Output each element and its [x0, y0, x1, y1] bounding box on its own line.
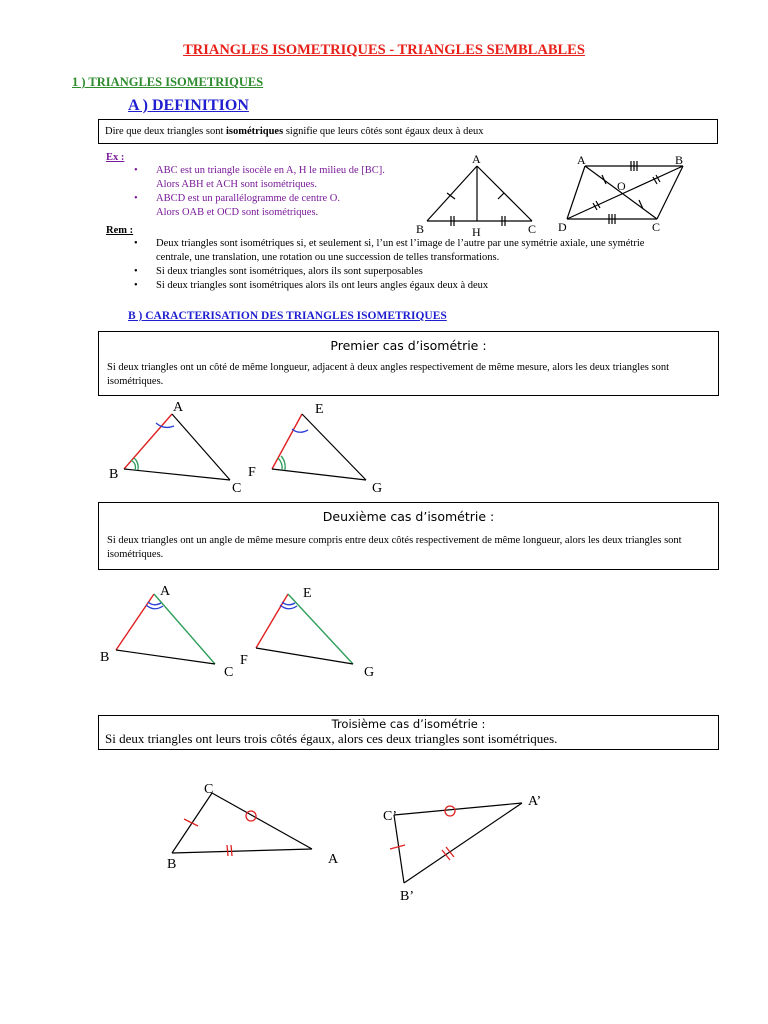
label-B: B — [100, 650, 110, 665]
case-1-box — [98, 331, 719, 396]
subheading-characterisation: B ) CARACTERISATION DES TRIANGLES ISOMETRIQUES — [128, 310, 447, 322]
label-O: O — [617, 179, 626, 193]
remark-label: Rem : — [106, 225, 134, 236]
label-C: C — [204, 782, 214, 797]
subheading-definition: A ) DEFINITION — [128, 97, 249, 114]
label-C: C — [652, 220, 661, 234]
example-list — [130, 164, 420, 220]
remark-list — [130, 237, 730, 293]
case-3-text: Si deux triangles ont leurs trois côtés égaux, alors ces deux triangles sont isométriques. — [105, 731, 558, 746]
label-D: D — [558, 220, 567, 234]
case-3-figure — [150, 775, 570, 905]
label-G: G — [372, 481, 383, 496]
label-C: C — [528, 222, 537, 236]
list-item: • Deux triangles sont isométriques si, et seulement si, l’un est l’image de l’autre par une symétrie axiale, une symétrie centrale, une translation, une rotation ou une succession de telles transformations. — [134, 238, 645, 263]
example-label: Ex : — [106, 152, 125, 163]
parallelogram-figure — [555, 152, 700, 238]
label-C: C — [224, 665, 234, 680]
label-B: B — [416, 222, 425, 236]
case-2-figure — [94, 582, 394, 682]
label-E: E — [303, 586, 312, 601]
label-A: A — [328, 852, 339, 867]
label-B: B — [167, 857, 177, 872]
definition-box — [98, 119, 718, 144]
label-A: A — [173, 400, 184, 415]
label-B: B — [675, 153, 684, 167]
page-title: TRIANGLES ISOMETRIQUES - TRIANGLES SEMBLABLES — [183, 42, 585, 58]
list-item: • ABCD est un parallélogramme de centre O. Alors OAB et OCD sont isométriques. — [134, 193, 340, 218]
case-1-title: Premier cas d’isométrie : — [330, 338, 487, 353]
case-1-text: Si deux triangles ont un côté de même longueur, adjacent à deux angles respectivement de même mesure, alors les deux triangles sont isométriques. — [107, 362, 670, 387]
label-C: C — [232, 481, 242, 496]
label-F: F — [248, 465, 256, 480]
case-3-box — [98, 715, 719, 750]
label-G: G — [364, 665, 375, 680]
list-item: • ABC est un triangle isocèle en A, H le milieu de [BC]. Alors ABH et ACH sont isométriques. — [134, 165, 385, 190]
label-A: A — [472, 152, 481, 166]
definition-text-end: signifie que leurs côtés sont égaux deux à deux — [283, 126, 484, 137]
label-A: A — [577, 153, 586, 167]
label-A: A — [160, 584, 171, 599]
definition-keyword: isométriques — [226, 126, 284, 137]
case-3-title: Troisième cas d’isométrie : — [331, 717, 486, 731]
label-H: H — [472, 225, 481, 238]
label-B-prime: B’ — [400, 889, 414, 904]
isosceles-triangle-figure — [410, 150, 550, 238]
definition-text-start: Dire que deux triangles sont — [105, 126, 227, 137]
label-E: E — [315, 402, 324, 417]
label-F: F — [240, 653, 248, 668]
case-1-figure — [100, 396, 400, 498]
case-2-title: Deuxième cas d’isométrie : — [322, 509, 495, 524]
list-item: • Si deux triangles sont isométriques, alors ils sont superposables — [134, 266, 423, 277]
label-A-prime: A’ — [528, 794, 542, 809]
case-2-box — [98, 502, 719, 570]
list-item: • Si deux triangles sont isométriques alors ils ont leurs angles égaux deux à deux — [134, 280, 489, 291]
label-B: B — [109, 467, 119, 482]
case-2-text: Si deux triangles ont un angle de même mesure compris entre deux côtés respectivement de même longueur, alors les deux triangles sont isométriques. — [107, 535, 682, 560]
section-heading-isometric: 1 ) TRIANGLES ISOMETRIQUES — [72, 75, 264, 89]
label-C-prime: C’ — [383, 809, 397, 824]
